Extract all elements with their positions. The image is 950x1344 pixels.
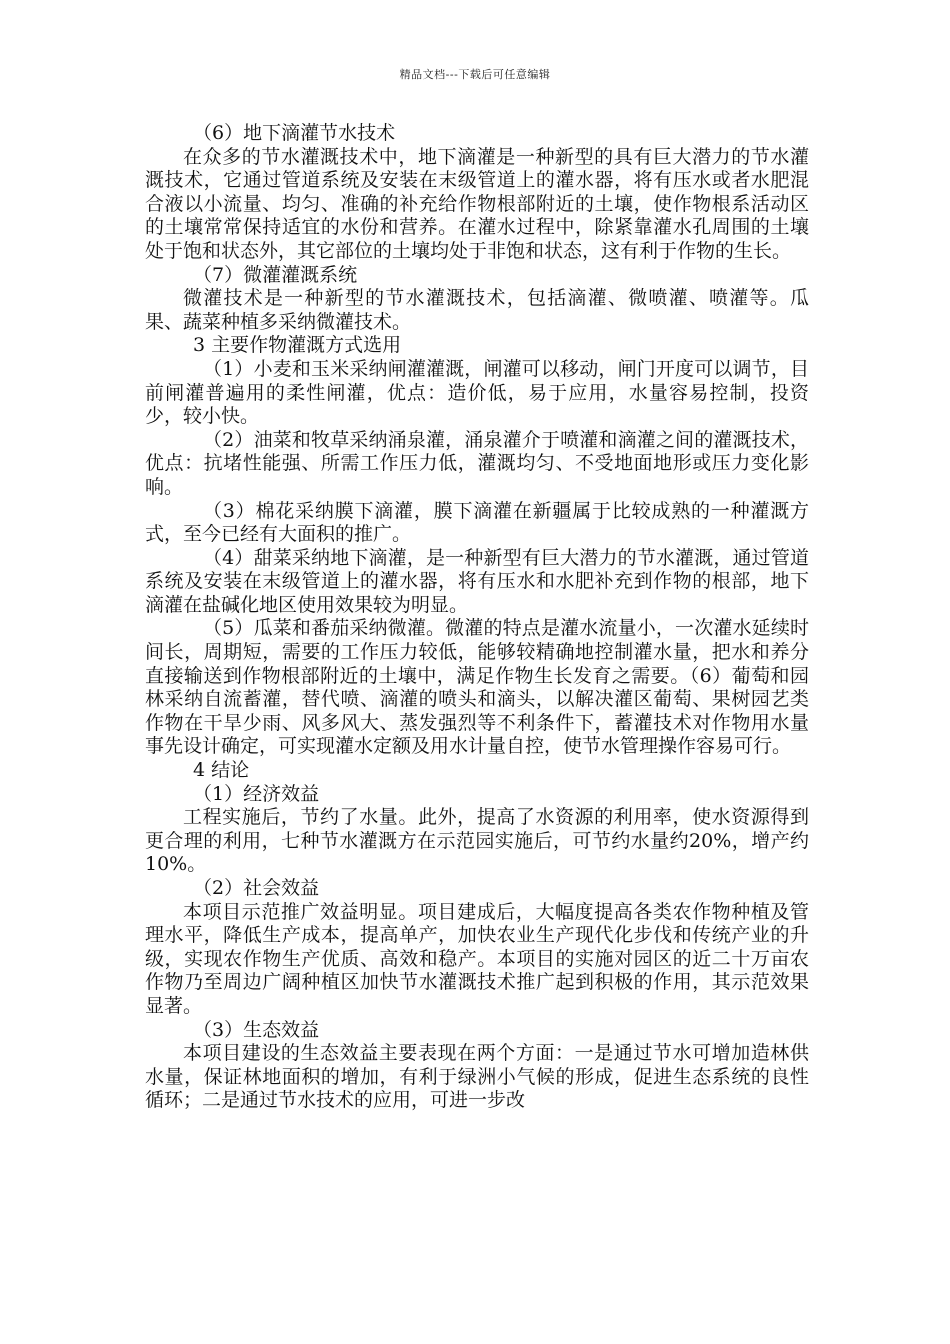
section-heading-social: （2）社会效益 <box>193 877 320 899</box>
section-heading-6: （6）地下滴灌节水技术 <box>193 122 396 144</box>
paragraph: 在众多的节水灌溉技术中，地下滴灌是一种新型的具有巨大潜力的节水灌溉技术，它通过管道系统及安装在末级管道上的灌水器，将有压水或者水肥混合液以小流量、均匀、准确的补充给作物根部附近的土壤，使作物根系活动区的土壤常常保持适宜的水份和营养。在灌水过程中，除紧靠灌水孔周围的土壤处于饱和状态外，其它部位的土壤均处于非饱和状态，这有利于作物的生长。 <box>145 145 809 262</box>
chapter-heading-4: 4 结论 <box>193 759 250 782</box>
list-item: （5）瓜菜和番茄采纳微灌。微灌的特点是灌水流量小，一次灌水延续时间长，周期短，需要的工作压力较低，能够较精确地控制灌水量，把水和养分直接输送到作物根部附近的土壤中，满足作物生长发育之需要。（6）葡萄和园林采纳自流蓄灌，替代喷、滴灌的喷头和滴头，以解决灌区葡萄、果树园艺类作物在干旱少雨、风多风大、蒸发强烈等不利条件下，蓄灌技术对作物用水量事先设计确定，可实现灌水定额及用水计量自控，使节水管理操作容易可行。 <box>145 617 809 758</box>
section-heading-7: （7）微灌灌溉系统 <box>193 263 358 286</box>
paragraph: 微灌技术是一种新型的节水灌溉技术，包括滴灌、微喷灌、喷灌等。瓜果、蔬菜种植多采纳微灌技术。 <box>145 287 809 333</box>
paragraph: 本项目示范推广效益明显。项目建成后，大幅度提高各类农作物种植及管理水平，降低生产成本，提高单产，加快农业生产现代化步伐和传统产业的升级，实现农作物生产优质、高效和稳产。本项目的实施对园区的近二十万亩农作物乃至周边广阔种植区加快节水灌溉技术推广起到积极的作用，其示范效果显著。 <box>145 900 809 1017</box>
page-header: 精品文档---下载后可任意编辑 <box>399 68 551 81</box>
list-item: （3）棉花采纳膜下滴灌，膜下滴灌在新疆属于比较成熟的一种灌溉方式，至今已经有大面积的推广。 <box>145 499 809 546</box>
list-item: （1）小麦和玉米采纳闸灌灌溉，闸灌可以移动，闸门开度可以调节，目前闸灌普遍用的柔性闸灌，优点：造价低，易于应用，水量容易控制，投资少，较小快。 <box>145 357 809 428</box>
chapter-heading-3: 3 主要作物灌溉方式选用 <box>193 334 402 357</box>
paragraph: 工程实施后，节约了水量。此外，提高了水资源的利用率，使水资源得到更合理的利用，七种节水灌溉方在示范园实施后，可节约水量约20%，增产约10%。 <box>145 806 809 876</box>
section-heading-economic: （1）经济效益 <box>193 782 320 805</box>
list-item: （4）甜菜采纳地下滴灌，是一种新型有巨大潜力的节水灌溉，通过管道系统及安装在末级管道上的灌水器，将有压水和水肥补充到作物的根部，地下滴灌在盐碱化地区使用效果较为明显。 <box>145 546 809 616</box>
document-body <box>145 122 809 1113</box>
paragraph: 本项目建设的生态效益主要表现在两个方面：一是通过节水可增加造林供水量，保证林地面积的增加，有利于绿洲小气候的形成，促进生态系统的良性循环；二是通过节水技术的应用，可进一步改 <box>145 1042 809 1112</box>
list-item: （2）油菜和牧草采纳涌泉灌，涌泉灌介于喷灌和滴灌之间的灌溉技术，优点：抗堵性能强、所需工作压力低，灌溉均匀、不受地面地形或压力变化影响。 <box>145 428 809 498</box>
section-heading-ecological: （3）生态效益 <box>193 1018 320 1041</box>
